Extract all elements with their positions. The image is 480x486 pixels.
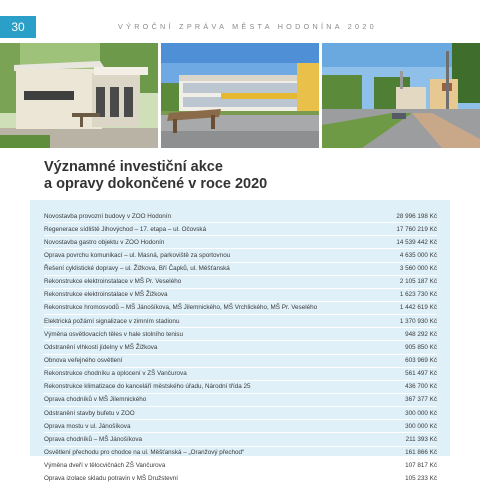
investment-amount: 105 233 Kč [405, 475, 437, 483]
section-title [44, 159, 324, 193]
running-header: VÝROČNÍ ZPRÁVA MĚSTA HODONÍNA 2020 [118, 22, 377, 31]
investment-description: Obnova veřejného osvětlení [44, 357, 123, 365]
investment-description: Rekonstrukce klimatizace do kanceláří městského úřadu, Národní třída 25 [44, 383, 251, 391]
section-title-line2: a opravy dokončené v roce 2020 [44, 176, 268, 192]
table-row [44, 276, 437, 289]
table-row [44, 355, 437, 368]
page-number: 30 [0, 16, 36, 38]
investment-amount: 3 560 000 Kč [399, 265, 437, 273]
investment-description: Výměna dveří v tělocvičnách ZŠ Vančurova [44, 462, 166, 470]
investment-amount: 211 393 Kč [405, 435, 437, 443]
investment-description: Oprava chodníků – MŠ Jánošíkova [44, 435, 143, 443]
investment-amount: 603 969 Kč [405, 357, 437, 365]
investment-description: Regenerace sídliště Jihovýchod – 17. etapa – ul. Očovská [44, 225, 207, 233]
investment-description: Oprava mostu v ul. Jánošíkova [44, 422, 131, 430]
table-row [44, 302, 437, 315]
investment-amount: 1 623 730 Kč [399, 291, 437, 299]
photo-zoo-building [0, 43, 158, 148]
table-row [44, 223, 437, 236]
investment-description: Oprava chodníků v MŠ Jilemnického [44, 396, 147, 404]
investment-amount: 14 539 442 Kč [396, 238, 437, 246]
investment-description: Rekonstrukce elektroinstalace v MŠ Pr. Veselého [44, 278, 182, 286]
table-row [44, 236, 437, 249]
section-title-line1: Významné investiční akce [44, 159, 223, 175]
table-row [44, 407, 437, 420]
investment-description: Rekonstrukce elektroinstalace v MŠ Žižkova [44, 291, 168, 299]
investment-amount: 436 700 Kč [405, 383, 437, 391]
table-row [44, 289, 437, 302]
investments-table [44, 210, 437, 486]
investment-description: Novostavba gastro objektu v ZOO Hodonín [44, 238, 165, 246]
investment-amount: 107 817 Kč [405, 462, 437, 470]
investment-amount: 300 000 Kč [405, 422, 437, 430]
investment-description: Odstranění vlhkosti jídelny v MŠ Žižkova [44, 343, 158, 351]
investment-description: Elektrická požární signalizace v zimním stadionu [44, 317, 180, 325]
investment-description: Osvětlení přechodu pro chodce na ul. Měšťanská – „Oranžový přechod“ [44, 449, 245, 457]
investment-amount: 948 292 Kč [405, 330, 437, 338]
table-row [44, 341, 437, 354]
investment-amount: 2 105 187 Kč [399, 278, 437, 286]
investment-description: Řešení cyklistické dopravy – ul. Žižkova, Bří Čapků, ul. Měšťanská [44, 265, 230, 273]
table-row [44, 420, 437, 433]
investment-amount: 161 866 Kč [405, 449, 437, 457]
investment-amount: 1 370 930 Kč [399, 317, 437, 325]
investment-amount: 561 497 Kč [405, 370, 437, 378]
table-row [44, 263, 437, 276]
investment-description: Rekonstrukce chodníku a oplocení v ZŠ Vančurova [44, 370, 187, 378]
table-row [44, 249, 437, 262]
table-row [44, 433, 437, 446]
investment-amount: 300 000 Kč [405, 409, 437, 417]
investment-description: Výměna osvětlovacích těles v hale stolního tenisu [44, 330, 183, 338]
investment-description: Rekonstrukce hromosvodů – MŠ Jánošíkova, MŠ Jilemnického, MŠ Vrchlického, MŠ Pr. Veselého [44, 304, 318, 312]
table-row [44, 394, 437, 407]
table-row [44, 447, 437, 460]
table-row [44, 381, 437, 394]
investment-amount: 17 760 219 Kč [396, 225, 437, 233]
table-row [44, 460, 437, 473]
investment-amount: 1 442 619 Kč [399, 304, 437, 312]
table-row [44, 315, 437, 328]
investment-description: Oprava izolace skladu potravin v MŠ Družstevní [44, 475, 179, 483]
investment-amount: 28 996 198 Kč [396, 212, 437, 220]
investment-description: Novostavba provozní budovy v ZOO Hodonín [44, 212, 172, 220]
investments-table-panel [30, 200, 450, 483]
table-row [44, 473, 437, 486]
investment-amount: 367 377 Kč [405, 396, 437, 404]
investment-amount: 905 850 Kč [405, 343, 437, 351]
investment-description: Oprava povrchu komunikací – ul. Masná, parkoviště za sportovnou [44, 251, 231, 259]
photo-school-building [161, 43, 319, 148]
photo-street [322, 43, 480, 148]
table-row [44, 328, 437, 341]
investment-amount: 4 635 000 Kč [399, 251, 437, 259]
table-row [44, 368, 437, 381]
table-row [44, 210, 437, 223]
investment-description: Odstranění stavby bufetu v ZOO [44, 409, 135, 417]
